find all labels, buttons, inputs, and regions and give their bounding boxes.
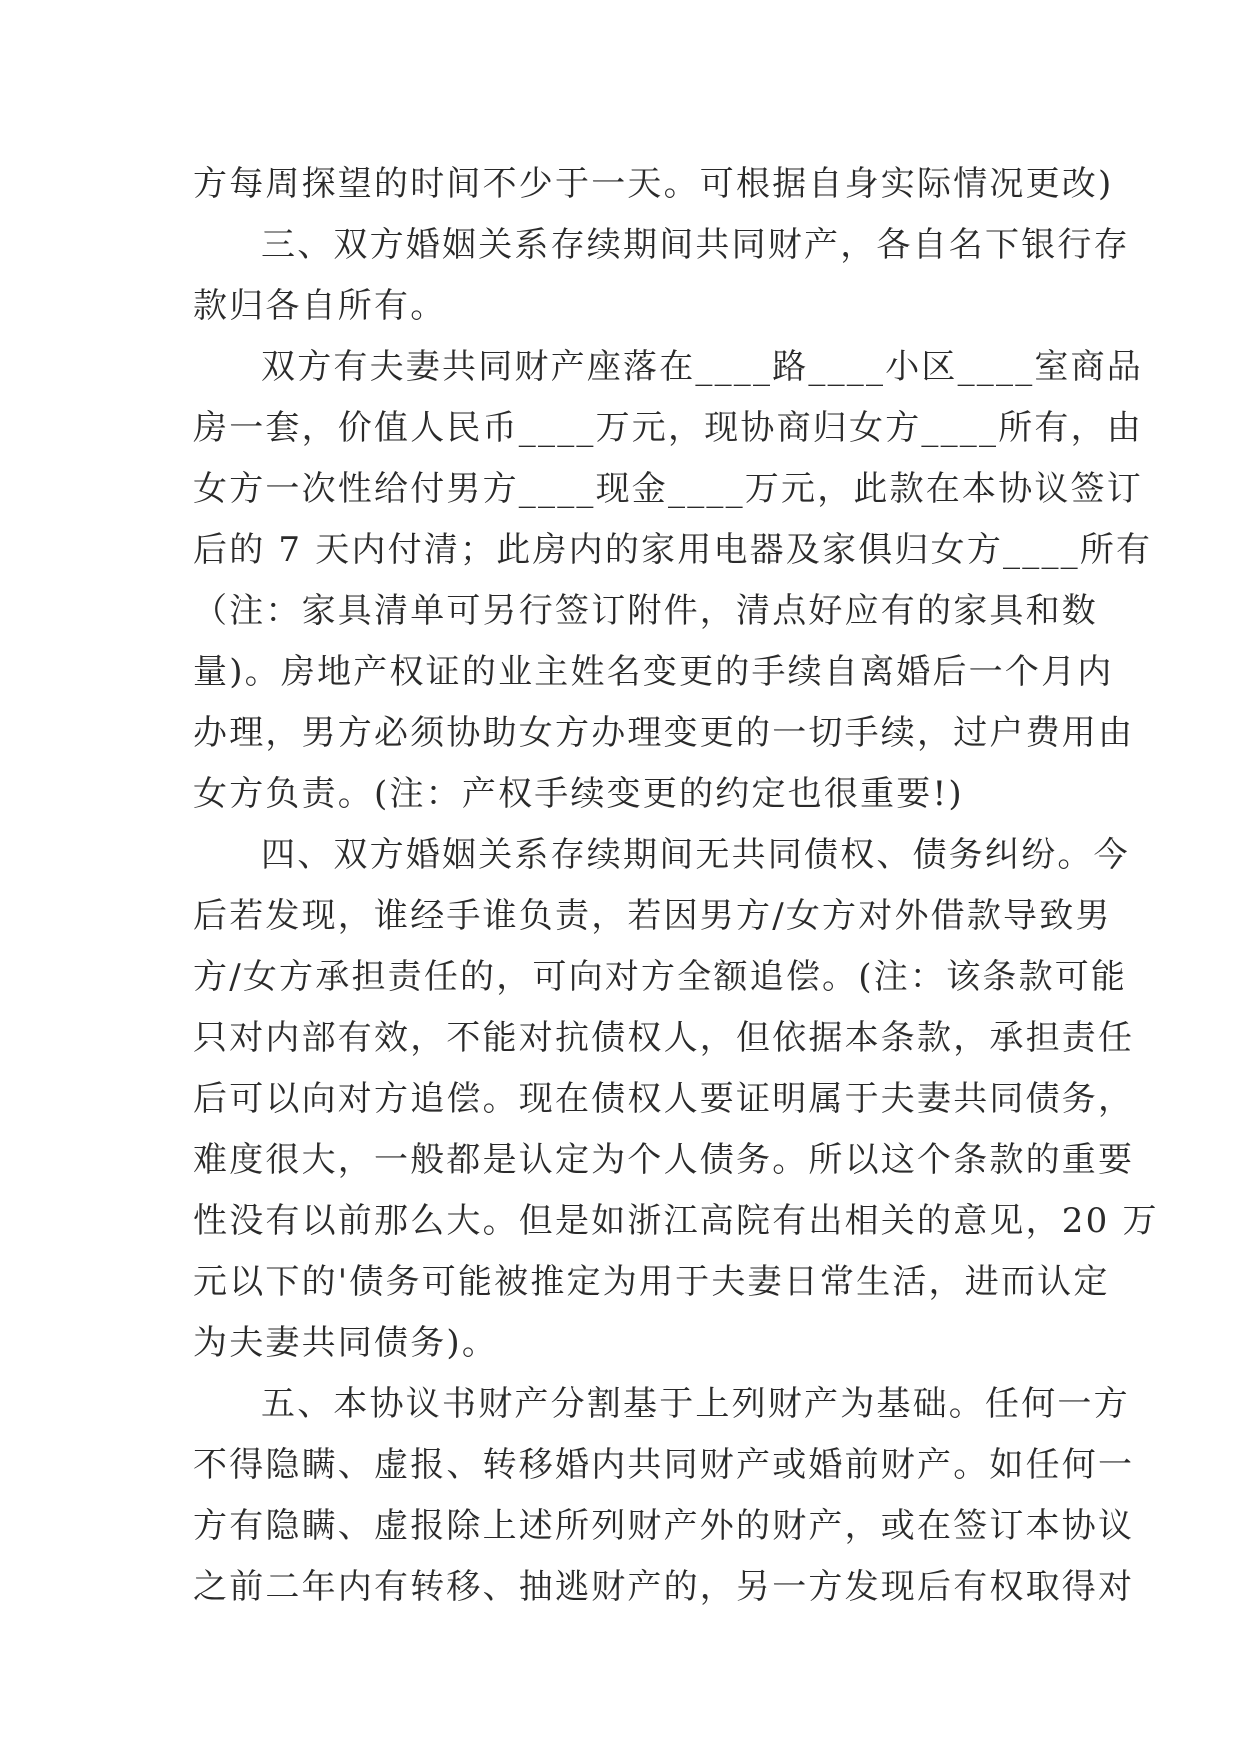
text-line: 量)。房地产权证的业主姓名变更的手续自离婚后一个月内: [193, 652, 1114, 692]
text-line: 女方负责。(注：产权手续变更的约定也很重要!): [193, 774, 964, 814]
text-line: 为夫妻共同债务)。: [193, 1323, 499, 1363]
paragraph-heading-three: 三、双方婚姻关系存续期间共同财产，各自名下银行存: [261, 225, 1130, 265]
text-line: 办理，男方必须协助女方办理变更的一切手续，过户费用由: [193, 713, 1135, 753]
paragraph-heading-five: 五、本协议书财产分割基于上列财产为基础。任何一方: [261, 1384, 1130, 1424]
document-body: [193, 154, 1159, 1618]
text-line: 女方一次性给付男方____现金____万元，此款在本协议签订: [193, 469, 1143, 509]
text-line: 后若发现，谁经手谁负责，若因男方/女方对外借款导致男: [193, 896, 1112, 936]
text-line: 元以下的'债务可能被推定为用于夫妻日常生活，进而认定: [193, 1262, 1110, 1302]
text-line: 方/女方承担责任的，可向对方全额追偿。(注：该条款可能: [193, 957, 1128, 997]
paragraph-start: 双方有夫妻共同财产座落在____路____小区____室商品: [261, 347, 1143, 387]
text-line: 不得隐瞒、虚报、转移婚内共同财产或婚前财产。如任何一: [193, 1445, 1135, 1485]
text-line: 房一套，价值人民币____万元，现协商归女方____所有，由: [193, 408, 1143, 448]
text-line: （注：家具清单可另行签订附件，清点好应有的家具和数: [193, 591, 1098, 631]
text-line: 后可以向对方追偿。现在债权人要证明属于夫妻共同债务，: [193, 1079, 1135, 1119]
text-line: 性没有以前那么大。但是如浙江高院有出相关的意见，20 万: [193, 1201, 1159, 1241]
text-line: 之前二年内有转移、抽逃财产的，另一方发现后有权取得对: [193, 1567, 1135, 1607]
text-line: 方每周探望的时间不少于一天。可根据自身实际情况更改): [193, 164, 1114, 204]
text-line: 后的 7 天内付清；此房内的家用电器及家俱归女方____所有: [193, 530, 1153, 570]
text-line: 款归各自所有。: [193, 286, 447, 326]
paragraph-heading-four: 四、双方婚姻关系存续期间无共同债权、债务纠纷。今: [261, 835, 1130, 875]
text-line: 难度很大，一般都是认定为个人债务。所以这个条款的重要: [193, 1140, 1135, 1180]
text-line: 只对内部有效，不能对抗债权人，但依据本条款，承担责任: [193, 1018, 1135, 1058]
text-line: 方有隐瞒、虚报除上述所列财产外的财产，或在签订本协议: [193, 1506, 1135, 1546]
